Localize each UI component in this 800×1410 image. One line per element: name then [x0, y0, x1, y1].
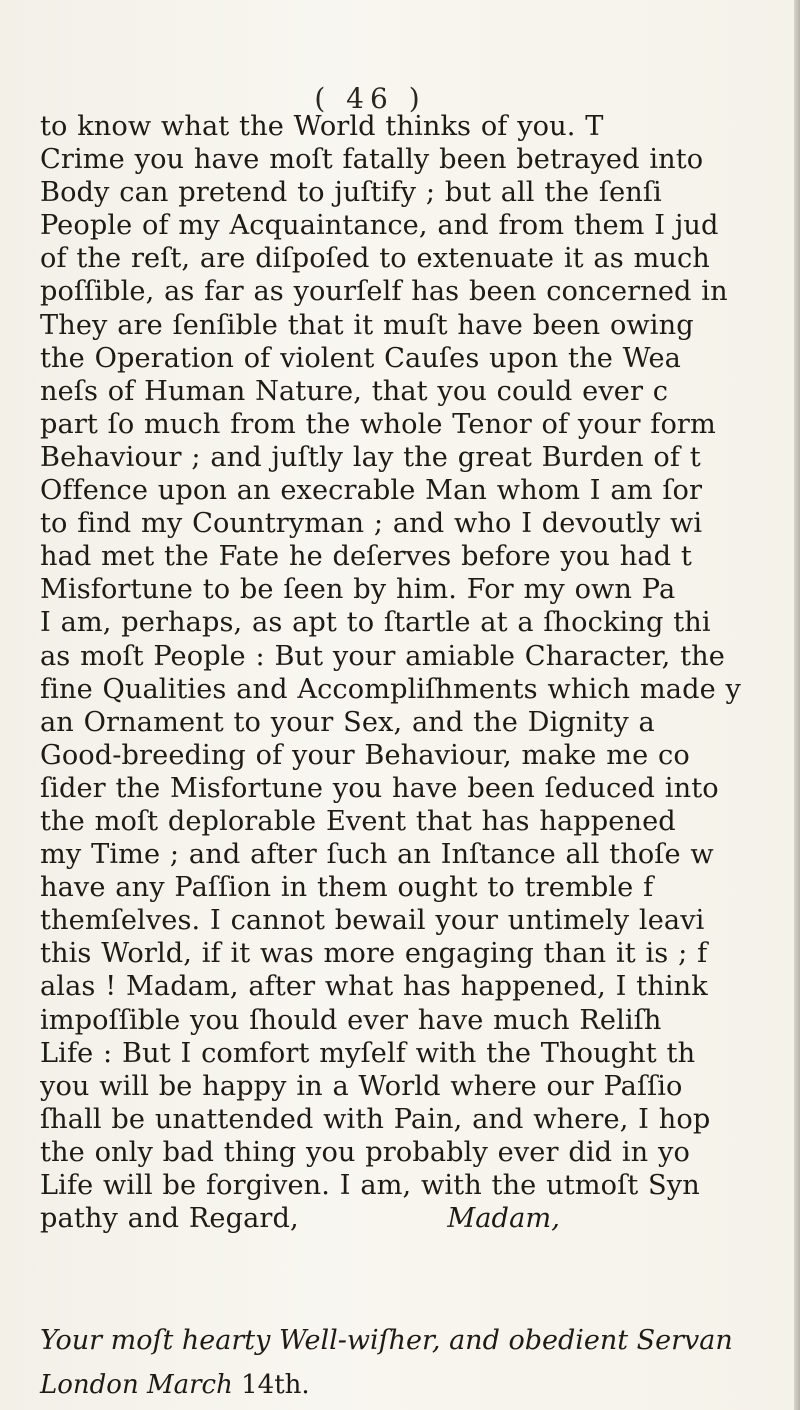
text-line: had met the Fate he deſerves before you had t: [40, 541, 692, 573]
text-line: as moſt People : But your amiable Character, the: [40, 640, 725, 672]
text-line: themſelves. I cannot bewail your untimely leavi: [40, 905, 705, 937]
text-line: have any Paſſion in them ought to tremble f: [40, 872, 654, 904]
text-line: I am, perhaps, as apt to ſtartle at a ſhocking thi: [40, 607, 711, 639]
text-line: They are ſenſible that it muſt have been owing: [40, 309, 694, 341]
salutation: Madam,: [447, 1203, 560, 1235]
text-line: Good-breeding of your Behaviour, make me co: [40, 739, 690, 771]
text-line: ſider the Misfortune you have been ſeduced into: [40, 772, 719, 804]
text-line: of the reſt, are diſpoſed to extenuate it as much: [40, 243, 710, 275]
text-line: Life : But I comfort myſelf with the Thought th: [40, 1037, 696, 1069]
text-line: to find my Countryman ; and who I devoutly wi: [40, 508, 703, 540]
text-line: Body can pretend to juſtify ; but all the ſenſi: [40, 177, 662, 209]
text-line: Misfortune to be ſeen by him. For my own Pa: [40, 574, 676, 606]
letter-body: [40, 110, 800, 1235]
text-line: neſs of Human Nature, that you could ever c: [40, 375, 669, 407]
text-line: the only bad thing you probably ever did in yo: [40, 1136, 690, 1168]
text-line: alas ! Madam, after what has happened, I think: [40, 971, 708, 1003]
text-line: poſſible, as far as yourſelf has been concerned in: [40, 276, 728, 308]
date-place: London March: [40, 1370, 233, 1400]
text-line: the Operation of violent Cauſes upon the Wea: [40, 342, 681, 374]
text-line: to know what the World thinks of you. T: [40, 111, 604, 142]
text-line: Offence upon an execrable Man whom I am ſor: [40, 475, 703, 507]
date-day: 14th.: [241, 1370, 310, 1400]
text-line: impoſſible you ſhould ever have much Reliſh: [40, 1004, 662, 1036]
page-edge-shadow: [794, 0, 800, 1410]
text-line: Crime you have moſt fatally been betrayed into: [40, 144, 704, 176]
text-line: Behaviour ; and juſtly lay the great Burden of t: [40, 441, 701, 473]
text-line: People of my Acquaintance, and from them I jud: [40, 210, 719, 242]
text-line: this World, if it was more engaging than it is ; f: [40, 938, 708, 970]
text-line: the moſt deplorable Event that has happened: [40, 805, 676, 837]
closing-line: [40, 1202, 560, 1235]
text-line: ſhall be unattended with Pain, and where, I hop: [40, 1103, 711, 1135]
text-line: part ſo much from the whole Tenor of your form: [40, 408, 716, 440]
text-line: Life will be forgiven. I am, with the utmoſt Syn: [40, 1170, 700, 1201]
text-line: fine Qualities and Accompliſhments which made y: [40, 673, 742, 705]
text-line: you will be happy in a World where our Paſſio: [40, 1070, 683, 1102]
closing-text: pathy and Regard,: [40, 1203, 299, 1235]
signature: Your moſt hearty Well-wiſher, and obedient Servan: [40, 1325, 733, 1356]
dateline: [40, 1368, 310, 1402]
text-line: an Ornament to your Sex, and the Dignity a: [40, 706, 655, 738]
page-number: ( 46 ): [314, 82, 426, 115]
text-line: my Time ; and after ſuch an Inſtance all thoſe w: [40, 839, 714, 871]
